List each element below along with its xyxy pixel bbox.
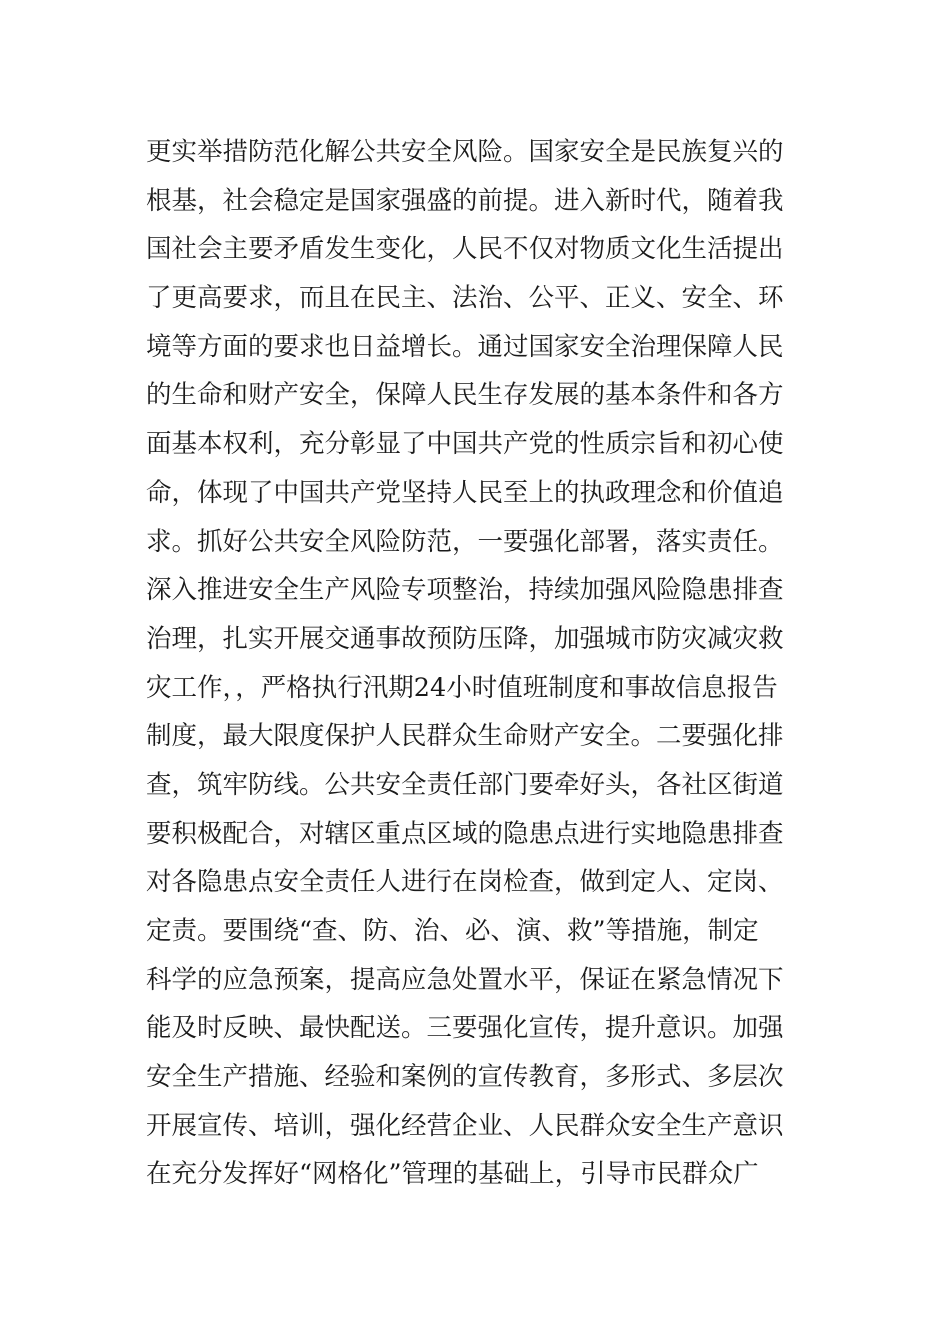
- text-line: 查，筑牢防线。公共安全责任部门要牵好头，各社区街道: [146, 769, 784, 800]
- text-line: 能及时反映、最快配送。三要强化宣传，提升意识。加强: [146, 1013, 784, 1044]
- text-line: 要积极配合，对辖区重点区域的隐患点进行实地隐患排查: [146, 818, 784, 849]
- text-line: 求。抓好公共安全风险防范，一要强化部署，落实责任。: [146, 526, 784, 557]
- text-line: 科学的应急预案，提高应急处置水平，保证在紧急情况下: [146, 964, 784, 995]
- text-line: 国社会主要矛盾发生变化，人民不仅对物质文化生活提出: [146, 234, 784, 265]
- text-line: 制度，最大限度保护人民群众生命财产安全。二要强化排: [146, 721, 784, 752]
- text-line: 更实举措防范化解公共安全风险。国家安全是民族复兴的: [146, 137, 784, 167]
- text-line: 的生命和财产安全，保障人民生存发展的基本条件和各方: [146, 380, 784, 411]
- text-line: 根基，社会稳定是国家强盛的前提。进入新时代，随着我: [146, 185, 784, 216]
- text-line: 安全生产措施、经验和案例的宣传教育，多形式、多层次: [146, 1062, 784, 1093]
- text-line: 了更高要求，而且在民主、法治、公平、正义、安全、环: [146, 283, 784, 314]
- text-line: 境等方面的要求也日益增长。通过国家安全治理保障人民: [146, 331, 784, 362]
- text-line: 命，体现了中国共产党坚持人民至上的执政理念和价值追: [146, 477, 784, 508]
- text-line: 深入推进安全生产风险专项整治，持续加强风险隐患排查: [146, 575, 784, 606]
- text-line: 在充分发挥好“网格化”管理的基础上，引导市民群众广: [146, 1159, 759, 1190]
- text-line: 开展宣传、培训，强化经营企业、人民群众安全生产意识: [146, 1110, 784, 1141]
- text-line: 对各隐患点安全责任人进行在岗检查，做到定人、定岗、: [146, 867, 784, 898]
- body-text: [146, 128, 816, 1199]
- text-line: 定责。要围绕“查、防、治、必、演、救”等措施，制定: [146, 916, 759, 946]
- text-line: 灾工作，，严格执行汛期24小时值班制度和事故信息报告: [146, 672, 778, 703]
- text-line: 治理，扎实开展交通事故预防压降，加强城市防灾减灾救: [146, 623, 784, 654]
- text-line: 面基本权利，充分彰显了中国共产党的性质宗旨和初心使: [146, 429, 784, 460]
